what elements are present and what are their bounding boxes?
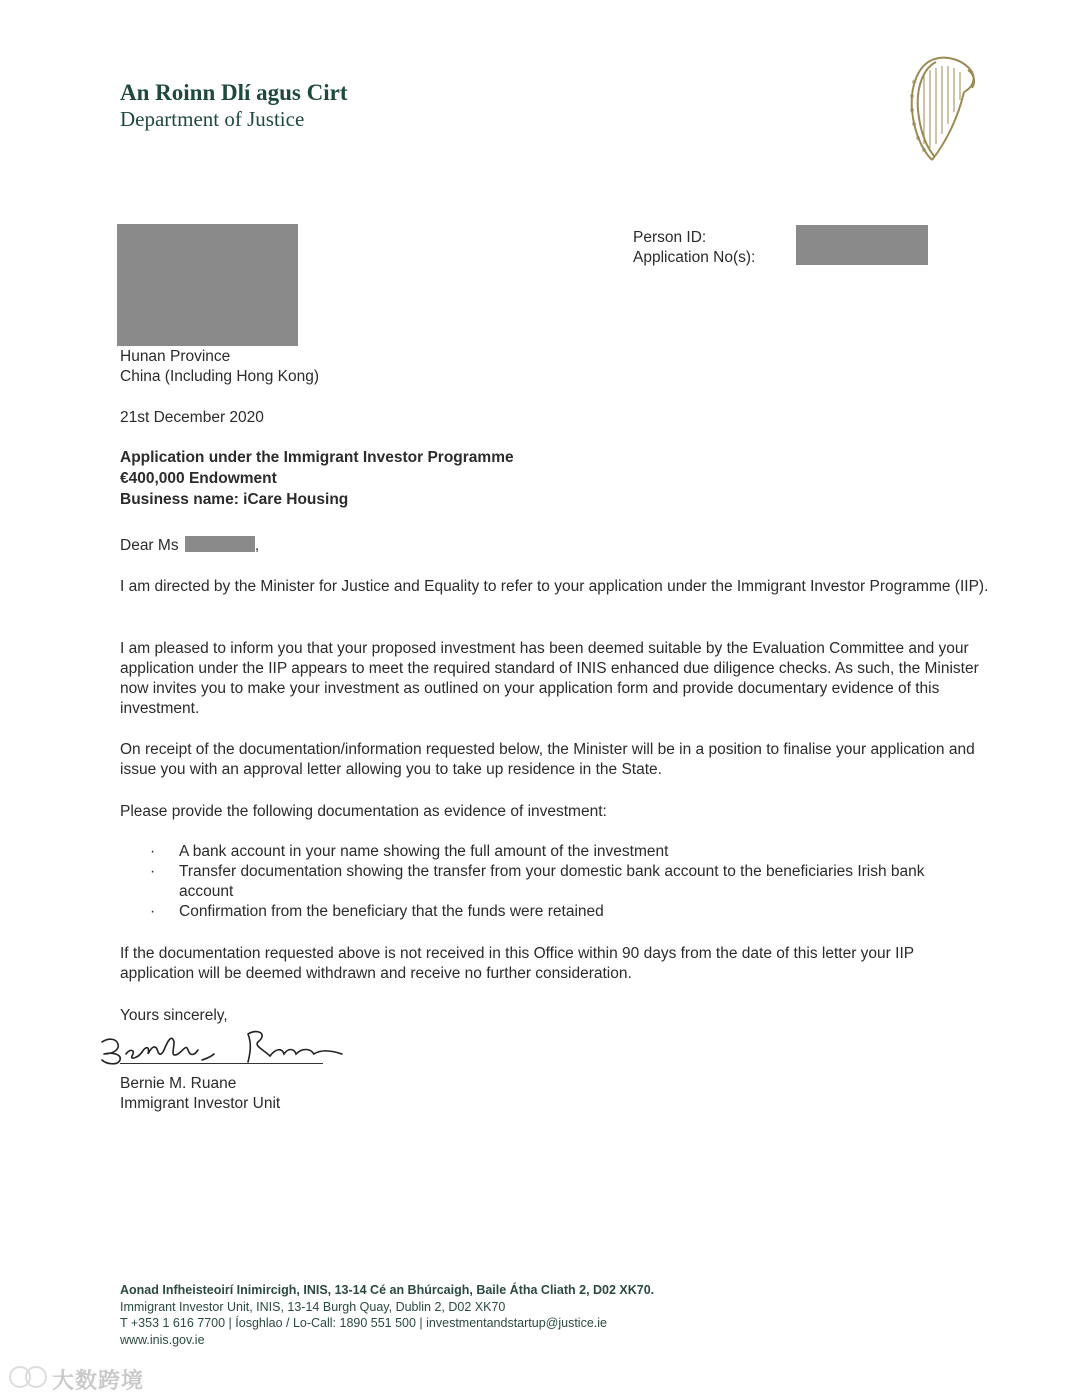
paragraph-3: On receipt of the documentation/information requested below, the Minister will be in a position to finalise your application and issue you with an approval letter allowing you to take up residence in the State. xyxy=(120,741,975,778)
redacted-reference-numbers xyxy=(796,225,928,265)
paragraph-4: Please provide the following documentation as evidence of investment: xyxy=(120,803,607,820)
salutation-comma: , xyxy=(254,537,260,554)
harp-icon xyxy=(902,52,978,164)
subject-line-1: Application under the Immigrant Investor Programme xyxy=(120,449,514,466)
subject-block xyxy=(120,447,514,510)
watermark-text: 大数跨境 xyxy=(52,1368,145,1393)
list-item-text: Confirmation from the beneficiary that the funds were retained xyxy=(179,903,604,920)
footer-website: www.inis.gov.ie xyxy=(120,1332,205,1347)
salutation xyxy=(120,536,259,556)
paragraph-1: I am directed by the Minister for Justice and Equality to refer to your application under the Immigrant Investor Programme (IIP). xyxy=(120,578,989,595)
list-item-text: Transfer documentation showing the transfer from your domestic bank account to the beneficiaries Irish bank account xyxy=(179,863,925,900)
subject-line-2: €400,000 Endowment xyxy=(120,470,277,487)
footer xyxy=(120,1282,654,1348)
letter-date: 21st December 2020 xyxy=(120,409,264,426)
signatory-name: Bernie M. Ruane xyxy=(120,1075,237,1092)
bullet-icon: · xyxy=(150,863,156,880)
person-id-label: Person ID: xyxy=(633,229,707,246)
signatory-unit: Immigrant Investor Unit xyxy=(120,1095,281,1112)
paragraph-2: I am pleased to inform you that your proposed investment has been deemed suitable by the Evaluation Committee and your application under the IIP appears to meet the required standard of INIS enhanced due diligence checks. As such, the Minister now invites you to make your investment as outlined on your application form and provide documentary evidence of this investment. xyxy=(120,640,979,717)
paragraph-5: If the documentation requested above is not received in this Office within 90 days from the date of this letter your IIP application will be deemed withdrawn and receive no further consideration. xyxy=(120,945,914,982)
footer-address-irish: Aonad Infheisteoirí Inimircigh, INIS, 13-14 Cé an Bhúrcaigh, Baile Átha Cliath 2, D02 XK70. xyxy=(120,1283,655,1297)
sign-off: Yours sincerely, xyxy=(120,1007,228,1024)
footer-address-english: Immigrant Investor Unit, INIS, 13-14 Burgh Quay, Dublin 2, D02 XK70 xyxy=(120,1299,506,1314)
application-no-label: Application No(s): xyxy=(633,249,756,266)
signature-line xyxy=(120,1063,323,1064)
list-item-text: A bank account in your name showing the full amount of the investment xyxy=(179,843,669,860)
redacted-surname xyxy=(185,536,255,552)
department-name-english: Department of Justice xyxy=(120,107,305,131)
bullet-icon: · xyxy=(150,843,156,860)
redacted-recipient-name xyxy=(117,224,298,346)
signature-image xyxy=(98,1020,348,1068)
list-item xyxy=(150,842,980,862)
department-name-irish: An Roinn Dlí agus Cirt xyxy=(120,80,348,105)
list-item xyxy=(150,862,980,902)
salutation-prefix: Dear Ms xyxy=(120,537,179,554)
footer-contact: T +353 1 616 7700 | Íosghlao / Lo-Call: 1890 551 500 | investmentandstartup@justice.ie xyxy=(120,1316,607,1330)
evidence-list xyxy=(150,842,980,922)
address-line-1: Hunan Province xyxy=(120,348,231,365)
subject-line-3: Business name: iCare Housing xyxy=(120,491,349,508)
address-line-2: China (Including Hong Kong) xyxy=(120,368,320,385)
watermark-logo-icon xyxy=(8,1364,48,1390)
list-item xyxy=(150,902,980,922)
bullet-icon: · xyxy=(150,903,156,920)
